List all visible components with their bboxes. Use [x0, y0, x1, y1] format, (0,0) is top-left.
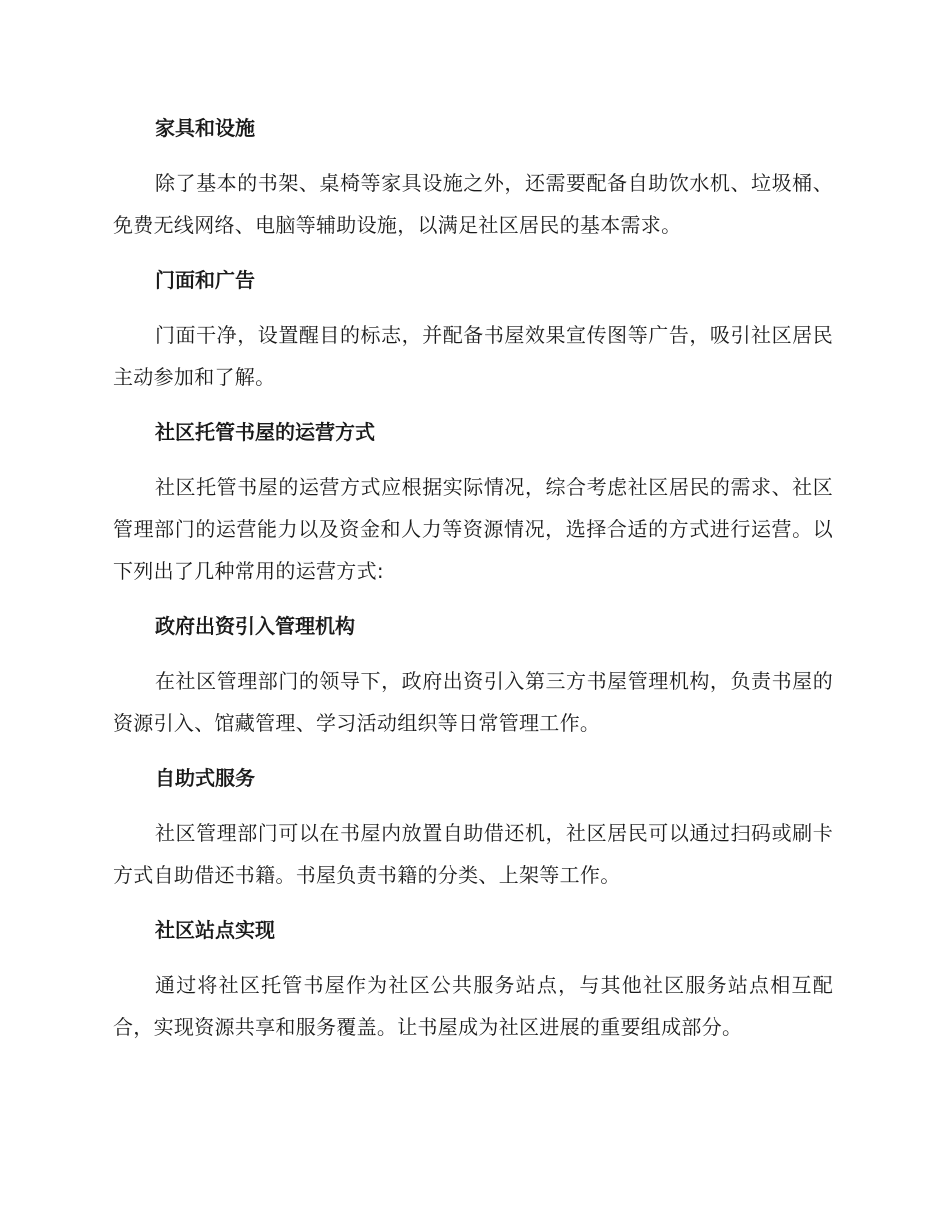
section-community-station: [113, 910, 833, 1048]
section-heading: 家具和设施: [155, 116, 255, 140]
section-paragraph: 除了基本的书架、桌椅等家具设施之外，还需要配备自助饮水机、垃圾桶、免费无线网络、电脑等辅助设施，以满足社区居民的基本需求。: [113, 171, 833, 237]
section-operation-methods: [113, 412, 833, 606]
section-heading: 门面和广告: [155, 268, 255, 292]
section-paragraph: 社区管理部门可以在书屋内放置自助借还机，社区居民可以通过扫码或刷卡方式自助借还书籍。书屋负责书籍的分类、上架等工作。: [113, 821, 833, 887]
section-paragraph: 通过将社区托管书屋作为社区公共服务站点，与其他社区服务站点相互配合，实现资源共享和服务覆盖。让书屋成为社区进展的重要组成部分。: [113, 973, 833, 1039]
section-heading: 社区站点实现: [155, 918, 275, 942]
section-heading: 政府出资引入管理机构: [155, 614, 355, 638]
document-page: [113, 108, 833, 1048]
section-furniture: [113, 108, 833, 260]
section-paragraph: 门面干净，设置醒目的标志，并配备书屋效果宣传图等广告，吸引社区居民主动参加和了解。: [113, 323, 833, 389]
section-heading: 自助式服务: [155, 766, 255, 790]
section-paragraph: 在社区管理部门的领导下，政府出资引入第三方书屋管理机构，负责书屋的资源引入、馆藏管理、学习活动组织等日常管理工作。: [113, 669, 833, 735]
section-heading: 社区托管书屋的运营方式: [155, 420, 375, 444]
section-paragraph: 社区托管书屋的运营方式应根据实际情况，综合考虑社区居民的需求、社区管理部门的运营能力以及资金和人力等资源情况，选择合适的方式进行运营。以下列出了几种常用的运营方式:: [113, 475, 833, 583]
section-government-funded: [113, 606, 833, 758]
section-storefront: [113, 260, 833, 412]
section-self-service: [113, 758, 833, 910]
